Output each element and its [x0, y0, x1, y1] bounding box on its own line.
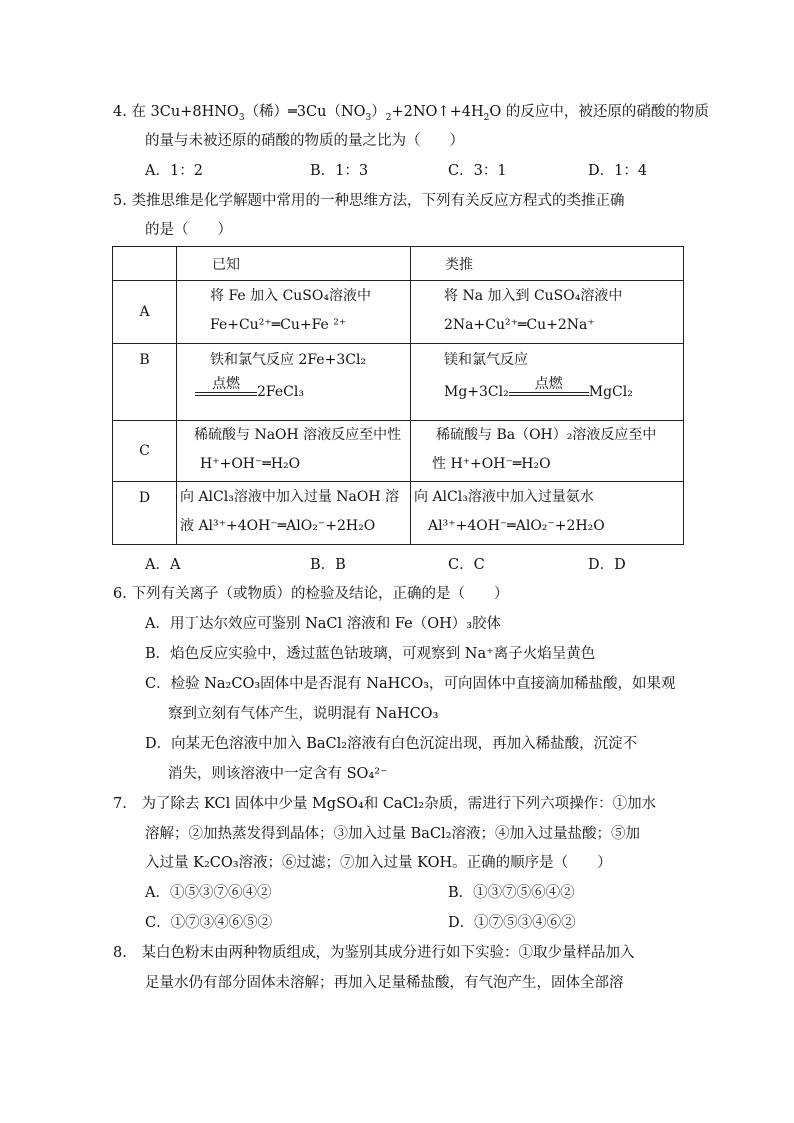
q7-number: 7. — [113, 796, 127, 812]
q4-option-c[interactable]: C．3：1 — [448, 163, 507, 179]
q6-option-c-line1[interactable]: C．检验 Na₂CO₃固体中是否混有 NaHCO₃，可向固体中直接滴加稀盐酸，如果观 — [145, 676, 676, 692]
analogy-cell-b: 镁和氯气反应 Mg+3Cl₂ 点燃 MgCl₂ — [411, 344, 684, 421]
q7-option-a[interactable]: A．①⑤③⑦⑥④② — [145, 885, 272, 901]
q4-option-d[interactable]: D．1：4 — [588, 163, 648, 179]
analogy-cell-d: 向 AlCl₃溶液中加入过量氨水 Al³⁺+4OH⁻═AlO₂⁻+2H₂O — [411, 482, 684, 545]
q7-stem-line3: 入过量 K₂CO₃溶液；⑥过滤；⑦加入过量 KOH。正确的顺序是（ ） — [145, 855, 612, 871]
table-header-row — [113, 247, 684, 281]
q8-number: 8. — [113, 945, 127, 961]
row-label-b: B — [113, 344, 177, 421]
known-cell-c: 稀硫酸与 NaOH 溶液反应至中性 H⁺+OH⁻═H₂O — [177, 421, 411, 482]
q6-option-a[interactable]: A．用丁达尔效应可鉴别 NaCl 溶液和 Fe（OH）₃胶体 — [145, 616, 502, 632]
q4-number: 4. — [113, 104, 127, 120]
q5-stem-line1: 5. 类推思维是化学解题中常用的一种思维方法，下列有关反应方程式的类推正确 — [113, 193, 625, 209]
q4-stem-line1: 4. 在 $3Cu+8HNO_3$（稀）$═3Cu(NO_3)_2+2NO↑+4H_2O$ 的反应中，被还原的硝酸的物质 — [113, 104, 709, 123]
table-row — [113, 421, 684, 482]
reaction-condition-arrow: 点燃 — [195, 382, 257, 402]
q5-stem-line2: 的是（ ） — [145, 222, 232, 238]
q6-option-d-line2: 消失，则该溶液中一定含有 SO₄²⁻ — [168, 766, 388, 782]
q4-option-a[interactable]: A．1：2 — [145, 163, 203, 179]
q6-number: 6. — [113, 586, 127, 602]
q6-option-b[interactable]: B．焰色反应实验中，透过蓝色钴玻璃，可观察到 Na⁺离子火焰呈黄色 — [145, 646, 596, 662]
header-blank-cell — [113, 247, 177, 281]
q4-option-b[interactable]: B．1：3 — [310, 163, 369, 179]
q8-stem-line1: 8. 某白色粉末由两种物质组成，为鉴别其成分进行如下实验：①取少量样品加入 — [113, 945, 635, 961]
header-known: 已知 — [177, 247, 411, 281]
q5-number: 5. — [113, 193, 127, 209]
q8-stem-line2: 足量水仍有部分固体未溶解；再加入足量稀盐酸，有气泡产生，固体全部溶 — [145, 975, 624, 991]
q7-stem-line2: 溶解；②加热蒸发得到晶体；③加入过量 BaCl₂溶液；④加入过量盐酸；⑤加 — [145, 826, 640, 842]
analogy-cell-c: 稀硫酸与 Ba（OH）₂溶液反应至中 性 H⁺+OH⁻═H₂O — [411, 421, 684, 482]
known-cell-b: 铁和氯气反应 2Fe+3Cl₂ 点燃 2FeCl₃ — [177, 344, 411, 421]
q5-option-c[interactable]: C．C — [448, 557, 485, 573]
q7-option-c[interactable]: C．①⑦③④⑥⑤② — [145, 915, 273, 931]
q4-stem-line2: 的量与未被还原的硝酸的物质的量之比为（ ） — [145, 133, 464, 149]
q6-option-c-line2: 察到立刻有气体产生，说明混有 NaHCO₃ — [168, 706, 439, 722]
q5-option-b[interactable]: B．B — [310, 557, 346, 573]
known-cell-a: 将 Fe 加入 CuSO₄溶液中 Fe+Cu²⁺═Cu+Fe ²⁺ — [177, 281, 411, 344]
table-row — [113, 281, 684, 344]
q5-comparison-table — [112, 246, 684, 545]
reaction-condition-arrow: 点燃 — [509, 382, 589, 402]
q6-option-d-line1[interactable]: D．向某无色溶液中加入 BaCl₂溶液有白色沉淀出现，再加入稀盐酸，沉淀不 — [145, 736, 638, 752]
table-row — [113, 482, 684, 545]
q5-option-a[interactable]: A．A — [145, 557, 181, 573]
known-cell-d: 向 AlCl₃溶液中加入过量 NaOH 溶 液 Al³⁺+4OH⁻═AlO₂⁻+2H₂O — [177, 482, 411, 545]
table-row — [113, 344, 684, 421]
q7-option-d[interactable]: D．①⑦⑤③④⑥② — [448, 915, 576, 931]
row-label-d: D — [113, 482, 177, 545]
header-analogy: 类推 — [411, 247, 684, 281]
analogy-cell-a: 将 Na 加入到 CuSO₄溶液中 2Na+Cu²⁺═Cu+2Na⁺ — [411, 281, 684, 344]
q5-option-d[interactable]: D．D — [588, 557, 626, 573]
q7-stem-line1: 7. 为了除去 KCl 固体中少量 MgSO₄和 CaCl₂杂质，需进行下列六项操作：①加水 — [113, 796, 657, 812]
q6-stem: 6. 下列有关离子（或物质）的检验及结论，正确的是（ ） — [113, 586, 509, 602]
row-label-a: A — [113, 281, 177, 344]
row-label-c: C — [113, 421, 177, 482]
q7-option-b[interactable]: B．①③⑦⑤⑥④② — [448, 885, 575, 901]
